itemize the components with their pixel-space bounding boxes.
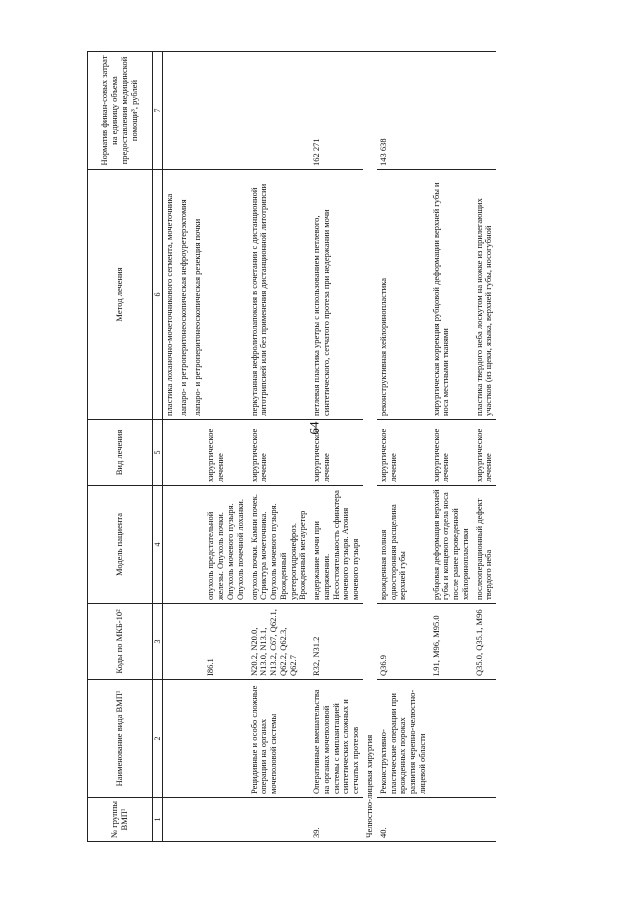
- row-patient: опухоль почки. Камни почек. Стриктура мочеточника. Опухоль мочевого пузыря. Врожденный уретерогидронефроз. Врожденный мегауретер: [248, 486, 311, 604]
- column-number-row: [153, 52, 163, 842]
- row-treatment: хирургическое лечение: [473, 420, 497, 486]
- row-group: [163, 798, 177, 842]
- header-row: [88, 52, 153, 842]
- row-method: [204, 170, 247, 420]
- table-body-urology: [163, 52, 363, 842]
- table-body-maxillofacial: [377, 52, 496, 842]
- row-name: Оперативные вмешательства на органах мочеполовой системы с имплантацией синтетических сложных и сетчатых протезов: [310, 680, 363, 798]
- row-group: [191, 798, 205, 842]
- row-codes: L91, M96, M95.0: [430, 604, 473, 680]
- section-row: [363, 52, 377, 842]
- header-group: № группы ВМП¹: [88, 798, 153, 842]
- row-codes: N20.2, N20.0, N13.0, N13.1, N13.2, C67, Q62.1, Q62.2, Q62.3, Q62.7: [248, 604, 311, 680]
- row-treatment: [163, 420, 177, 486]
- row-method: перкутанная нефролитолапоксия в сочетании с дистанционной литотрипсией или без применения дистанционной литотрипсии: [248, 170, 311, 420]
- row-name: [204, 680, 247, 798]
- row-method: хирургическая коррекция рубцовой деформации верхней губы и носа местными тканями: [430, 170, 473, 420]
- table-row: [377, 52, 430, 842]
- row-method: петлевая пластика уретры с использованием петлевого, синтетического, сетчатого протеза при недержании мочи: [310, 170, 363, 420]
- row-cost: 143 638: [377, 52, 430, 170]
- row-codes: Q36.9: [377, 604, 430, 680]
- table-row: [163, 52, 177, 842]
- header-name: Наименование вида ВМП¹: [88, 680, 153, 798]
- row-treatment: [191, 420, 205, 486]
- row-patient: опухоль предстательной железы. Опухоль почки. Опухоль мочевого пузыря. Опухоль почечной лоханки.: [204, 486, 247, 604]
- row-patient: послеоперационный дефект твердого неба: [473, 486, 497, 604]
- row-method: пластика лоханочно-мочеточникового сегмента, мочеточника: [163, 170, 177, 420]
- row-name: [430, 680, 473, 798]
- table-row: [473, 52, 497, 842]
- row-name: [191, 680, 205, 798]
- column-number: 3: [153, 604, 163, 680]
- row-group: 40.: [377, 798, 430, 842]
- row-name: Рецидивные и особо сложные операции на органах мочеполовой системы: [248, 680, 311, 798]
- row-cost: [191, 52, 205, 170]
- row-method: лапаро- и ретроперитонеоскопическая резекция почки: [191, 170, 205, 420]
- row-treatment: хирургическое лечение: [204, 420, 247, 486]
- row-name: [473, 680, 497, 798]
- row-patient: [191, 486, 205, 604]
- row-treatment: [177, 420, 191, 486]
- row-codes: [191, 604, 205, 680]
- row-cost: [163, 52, 177, 170]
- row-group: [430, 798, 473, 842]
- rotated-table-container: [87, 52, 627, 842]
- row-cost: [430, 52, 473, 170]
- row-cost: [473, 52, 497, 170]
- column-number: 5: [153, 420, 163, 486]
- table-row: [191, 52, 205, 842]
- row-method: пластика твердого неба лоскутом на ножке из прилегающих участков (из щеки, языка, верхней губы, носогубной: [473, 170, 497, 420]
- row-codes: I86.1: [204, 604, 247, 680]
- row-codes: [177, 604, 191, 680]
- row-name: [163, 680, 177, 798]
- page-number: 64: [306, 421, 322, 435]
- column-number: 7: [153, 52, 163, 170]
- row-name: Реконструктивно-пластические операции при врожденных пороках развития черепно-челюстно-лицевой области: [377, 680, 430, 798]
- row-patient: врожденная полная односторонняя расщелина верхней губы: [377, 486, 430, 604]
- row-patient: рубцовая деформация верхней губы и концевого отдела носа после ранее проведенной хейлоринопластики: [430, 486, 473, 604]
- row-codes: R32, N31.2: [310, 604, 363, 680]
- row-method: реконструктивная хейлоринопластика: [377, 170, 430, 420]
- column-number: 1: [153, 798, 163, 842]
- header-method: Метод лечения: [88, 170, 153, 420]
- row-codes: [163, 604, 177, 680]
- table-row: [204, 52, 247, 842]
- column-number: 2: [153, 680, 163, 798]
- row-codes: Q35.0, Q35.1, M96: [473, 604, 497, 680]
- row-treatment: хирургическое лечение: [310, 420, 363, 486]
- column-number: 4: [153, 486, 163, 604]
- row-group: [177, 798, 191, 842]
- table-row: [177, 52, 191, 842]
- row-cost: 162 271: [310, 52, 363, 170]
- row-cost: [177, 52, 191, 170]
- row-group: [473, 798, 497, 842]
- row-name: [177, 680, 191, 798]
- header-cost: Норматив финан-совых затрат на единицу объема предоставления медицинской помощи³, рублей: [88, 52, 153, 170]
- row-cost: [248, 52, 311, 170]
- table-row: [310, 52, 363, 842]
- section-header-body: [363, 52, 377, 842]
- table-row: [248, 52, 311, 842]
- vmp-table: [87, 51, 496, 842]
- section-title: Челюстно-лицевая хирургия: [363, 52, 377, 842]
- row-patient: [177, 486, 191, 604]
- table-row: [430, 52, 473, 842]
- row-patient: [163, 486, 177, 604]
- row-group: [248, 798, 311, 842]
- row-treatment: хирургическое лечение: [248, 420, 311, 486]
- row-method: лапаро- и ретроперитонеоскопическая нефроуретерэктомия: [177, 170, 191, 420]
- row-patient: недержание мочи при напряжении. Несостоятельность сфинктера мочевого пузыря. Атония мочевого пузыря: [310, 486, 363, 604]
- row-treatment: хирургическое лечение: [430, 420, 473, 486]
- header-treatment: Вид лечения: [88, 420, 153, 486]
- header-codes: Коды по МКБ-10²: [88, 604, 153, 680]
- row-treatment: хирургическое лечение: [377, 420, 430, 486]
- header-patient: Модель пациента: [88, 486, 153, 604]
- row-group: [204, 798, 247, 842]
- row-cost: [204, 52, 247, 170]
- column-number: 6: [153, 170, 163, 420]
- row-group: 39.: [310, 798, 363, 842]
